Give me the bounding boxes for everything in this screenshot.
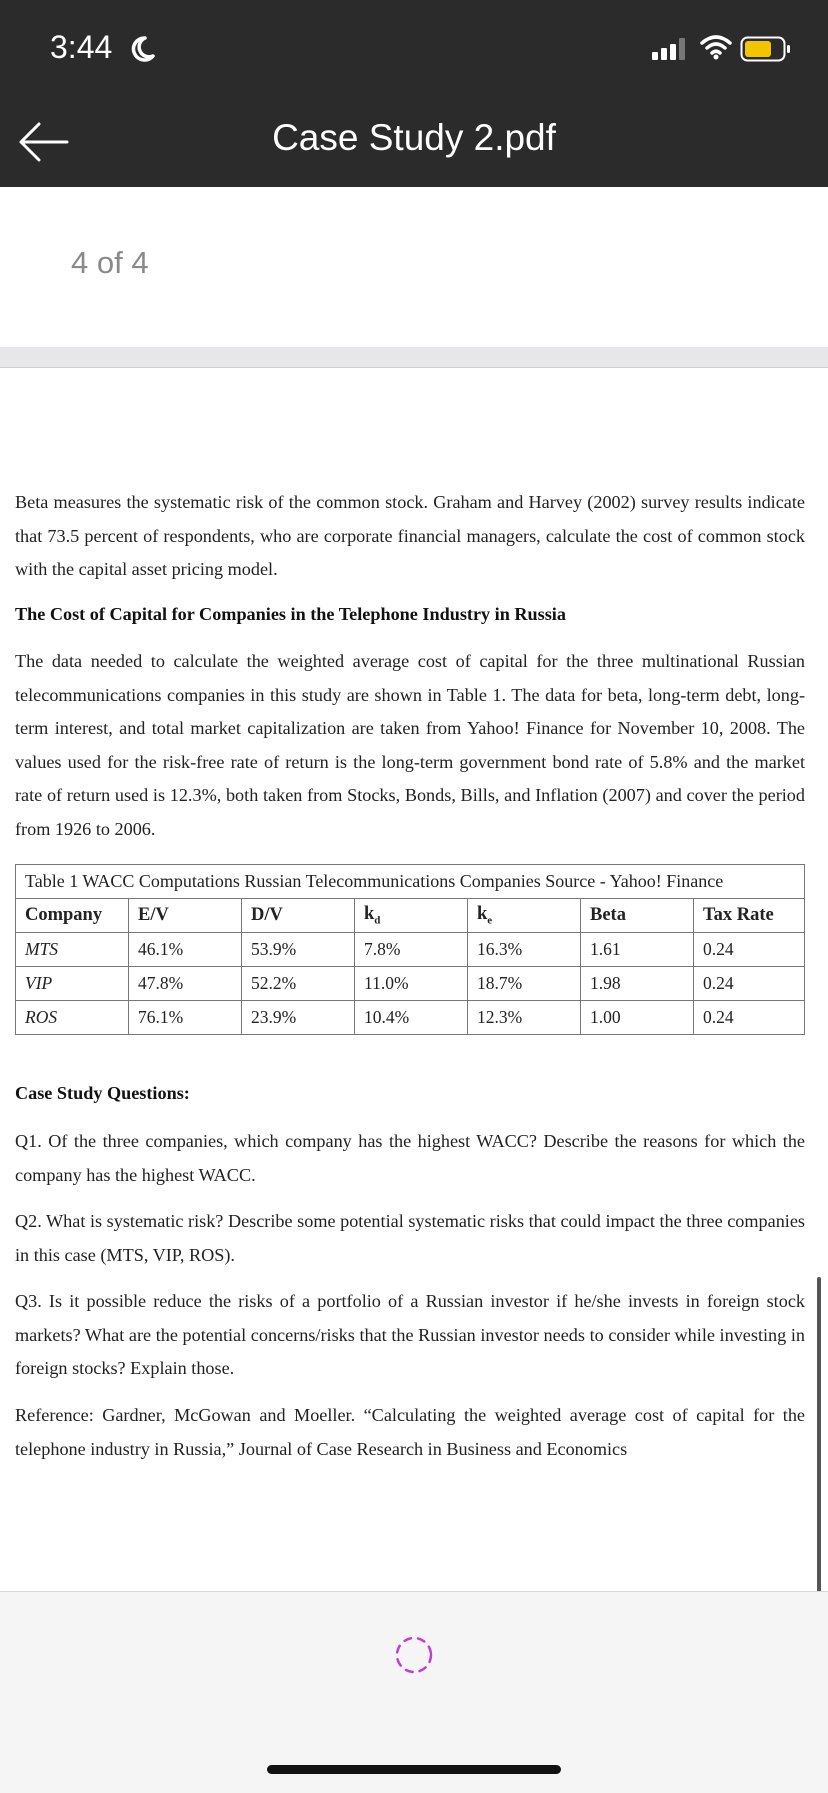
- cell-company: VIP: [16, 967, 129, 1001]
- question-3: Q3. Is it possible reduce the risks of a portfolio of a Russian investor if he/she invests in foreign stock markets? What are the potential concerns/risks that the Russian investor needs to consider while investing in foreign stocks? Explain those.: [15, 1291, 805, 1378]
- cell-kd: 7.8%: [355, 933, 468, 967]
- header-dv: D/V: [242, 899, 355, 933]
- cell-company: ROS: [16, 1001, 129, 1035]
- cell-beta: 1.98: [581, 967, 694, 1001]
- header-company: Company: [16, 899, 129, 933]
- loading-spinner-icon: [392, 1633, 436, 1677]
- cell-kd: 11.0%: [355, 967, 468, 1001]
- back-arrow-icon[interactable]: [18, 120, 70, 164]
- cell-ke: 18.7%: [468, 967, 581, 1001]
- wifi-icon: [700, 34, 732, 60]
- header-ke: $k_e$: [468, 899, 581, 933]
- cell-beta: 1.00: [581, 1001, 694, 1035]
- reference: Reference: Gardner, McGowan and Moeller. “Calculating the weighted average cost of capital for the telephone industry in Russia,” Journal of Case Research in Business and Economics: [15, 1405, 805, 1459]
- questions-heading: Case Study Questions:: [15, 1083, 190, 1103]
- signal-icon: [652, 38, 692, 60]
- cell-ke: 16.3%: [468, 933, 581, 967]
- cell-beta: 1.61: [581, 933, 694, 967]
- cell-dv: 23.9%: [242, 1001, 355, 1035]
- question-2: Q2. What is systematic risk? Describe some potential systematic risks that could impact the three companies in this case (MTS, VIP, ROS).: [15, 1211, 805, 1265]
- document-title: Case Study 2.pdf: [272, 117, 556, 158]
- header-ev: E/V: [129, 899, 242, 933]
- cell-ev: 47.8%: [129, 967, 242, 1001]
- header-kd: $k_d$: [355, 899, 468, 933]
- cell-tax-rate: 0.24: [694, 1001, 805, 1035]
- header-beta: Beta: [581, 899, 694, 933]
- paragraph-beta: Beta measures the systematic risk of the common stock. Graham and Harvey (2002) survey results indicate that 73.5 percent of respondents, who are corporate financial managers, calculate the cost of common stock with the capital asset pricing model.: [15, 492, 805, 579]
- cell-ev: 76.1%: [129, 1001, 242, 1035]
- battery-icon: [740, 36, 792, 62]
- scrollbar[interactable]: [817, 1277, 821, 1592]
- table-caption: Table 1 WACC Computations Russian Telecommunications Companies Source - Yahoo! Finance: [16, 865, 805, 899]
- page-separator: [0, 347, 828, 368]
- table-row: [16, 967, 805, 1001]
- wacc-table: [15, 864, 805, 1035]
- cell-tax-rate: 0.24: [694, 967, 805, 1001]
- moon-icon: [131, 36, 155, 62]
- cell-company: MTS: [16, 933, 129, 967]
- home-indicator: [267, 1765, 561, 1774]
- top-bar: [0, 0, 828, 187]
- table-header-row: [16, 899, 805, 933]
- page-indicator: 4 of 4: [71, 245, 149, 280]
- cell-ev: 46.1%: [129, 933, 242, 967]
- table-row: [16, 933, 805, 967]
- paragraph-data: The data needed to calculate the weighted average cost of capital for the three multinational Russian telecommunications companies in this study are shown in Table 1. The data for beta, long-term debt, long-term interest, and total market capitalization are taken from Yahoo! Finance for November 10, 2008. The values used for the risk-free rate of return is the long-term government bond rate of 5.8% and the market rate of return used is 12.3%, both taken from Stocks, Bonds, Bills, and Inflation (2007) and cover the period from 1926 to 2006.: [15, 651, 805, 839]
- cell-dv: 53.9%: [242, 933, 355, 967]
- status-time: 3:44: [50, 29, 113, 65]
- cell-ke: 12.3%: [468, 1001, 581, 1035]
- header-tax-rate: Tax Rate: [694, 899, 805, 933]
- cell-dv: 52.2%: [242, 967, 355, 1001]
- table-row: [16, 1001, 805, 1035]
- cell-kd: 10.4%: [355, 1001, 468, 1035]
- question-1: Q1. Of the three companies, which company has the highest WACC? Describe the reasons for which the company has the highest WACC.: [15, 1131, 805, 1185]
- cell-tax-rate: 0.24: [694, 933, 805, 967]
- bottom-area: [0, 1591, 828, 1793]
- section-heading: The Cost of Capital for Companies in the Telephone Industry in Russia: [15, 604, 566, 624]
